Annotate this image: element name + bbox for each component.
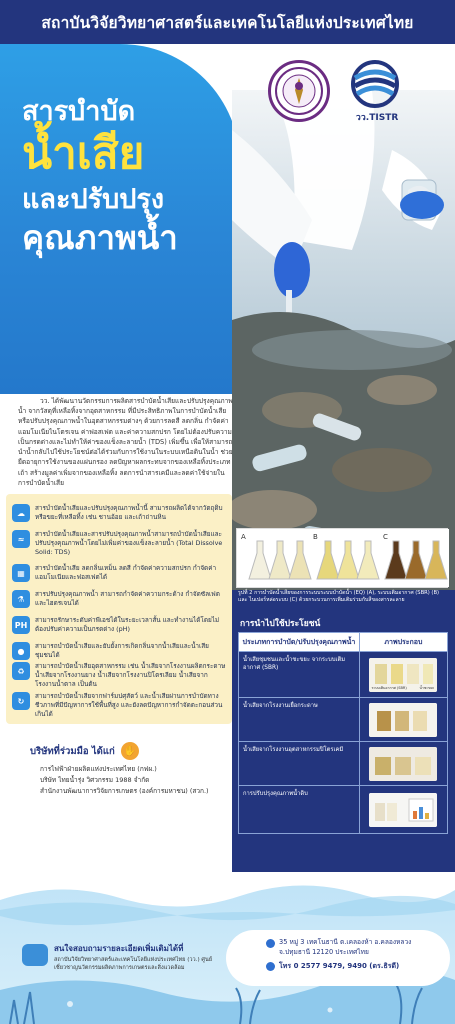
phone-line <box>266 961 438 972</box>
cloud-icon: ☁ <box>12 504 30 522</box>
flasks-image <box>237 529 449 587</box>
figure-label-a: A <box>241 533 246 541</box>
ph-icon: PH <box>12 616 30 634</box>
table-col-image: ภาพประกอบ <box>384 637 423 646</box>
drop-icon: ● <box>12 642 30 660</box>
table-row <box>239 785 447 833</box>
benefit-text: สามารถรักษาระดับค่าพีเอชได้ในระยะเวลาสั้น และทำงานได้โดยไม่ต้องปรับค่าความเป็นกรดด่าง (pH) <box>35 616 220 633</box>
benefit-text: สามารถบำบัดน้ำเสียอุตสาหกรรม เช่น น้ำเสียจากโรงงานผลิตกระดาษ น้ำเสียจากโรงงานยาง น้ำเสียจากโรงงานปิโตรเลียม น้ำเสียจากโรงงานน้ำตาล เป็นต้น <box>35 662 226 688</box>
benefit-item-4 <box>12 590 226 608</box>
contact-info-left <box>22 942 222 973</box>
thumb-caption-1: ระบบเติมอากาศ (SBR) <box>371 685 407 690</box>
partners-title: บริษัทที่ร่วมมือ ได้แก่ <box>30 745 115 757</box>
partners-list <box>30 764 230 797</box>
intro-paragraph: วว. ได้พัฒนานวัตกรรมการผลิตสารบำบัดน้ำเสียและปรับปรุงคุณภาพน้ำ จากวัสดุที่เหลือทิ้งจากอุตสาหกรรม ที่มีประสิทธิภาพในการบำบัดน้ำเสียหรือปรับปรุงคุณภาพน้ำในอุตสาหกรรมต่างๆ ด้วยการลดสี ลดกลิ่น กำจัดค่าแอมโมเนียไนโตรเจน ค่าฟอสเฟต และค่าความสกปรก โดยไม่ต้องปรับความเป็นกรดด่างและไม่ทำให้ค่าของแข็งละลายน้ำ (TDS) เพิ่มขึ้น เพื่อให้สามารถนำน้ำกลับไปใช้ประโยชน์ต่อได้ร่วมกับการใช้งานในระบบเหนือดินในน้ำ ช่วยยืดอายุการใช้งานของแผ่นกรอง ลดปัญหาผลกระทบจากของเหลือทิ้งประเภทเถ้า สร้างมูลค่าเพิ่มจากของเหลือทิ้ง ลดการนำสารเคมีและลดค่าใช้จ่ายในการบำบัดน้ำเสีย <box>18 397 233 487</box>
recycle-icon: ♻ <box>12 662 30 680</box>
address-text: 35 หมู่ 3 เทคโนธานี ต.เคลองห้า อ.คลองหลวง จ.ปทุมธานี 12120 ประเทศไทย <box>279 938 412 956</box>
thumb-caption-2: น้ำชะขยะ <box>419 685 435 690</box>
table-row <box>239 651 447 697</box>
table-row <box>239 741 447 785</box>
usage-table <box>238 632 448 834</box>
table-cell-image <box>360 742 447 785</box>
hero-title <box>22 96 178 257</box>
table-cell-type: น้ำเสียจากโรงงานอุตสาหกรรมปิโตรเคมี <box>239 742 360 785</box>
lab-bottles-figure <box>236 528 448 588</box>
sbr-photo <box>369 658 437 692</box>
benefit-item-2 <box>12 530 226 557</box>
hero-blue-panel <box>0 44 240 394</box>
table-cell-image <box>360 698 447 741</box>
table-cell-image <box>360 652 447 697</box>
location-pin-icon <box>266 939 275 948</box>
tistr-seal-logo <box>268 60 330 122</box>
table-cell-type: น้ำเสียจากโรงงานเยื่อกระดาษ <box>239 698 360 741</box>
figure-caption: รูปที่ 2 การบำบัดน้ำเสียของการระบบระบบบำบัดน้ำ (EQ) (A), ระบบเติมอากาศ (SBR) (B) และ ไนเปอร์หล่อระบบ (C) ด้วยกระบวนการเพิ่มเติมร่วมกับสีของสารละลาย <box>238 590 440 604</box>
benefits-box <box>6 494 232 724</box>
water-icon: ≈ <box>12 530 30 548</box>
table-row <box>239 697 447 741</box>
benefit-text: สารปรับปรุงคุณภาพน้ำ สามารถกำจัดค่าความกระด้าง กำจัดซัลเฟต และไฮดรเจนได้ <box>35 590 220 607</box>
phone-text: โทร 0 2577 9479, 9490 (ดร.ธิรดี) <box>279 961 400 970</box>
benefit-item-3 <box>12 564 226 582</box>
partners-section <box>30 742 230 797</box>
paper-mill-photo <box>369 703 437 737</box>
petrochemical-photo <box>369 747 437 781</box>
partner-item: บริษัท ไทยน้ำรุ่ง วิศวกรรม 1988 จำกัด <box>40 776 150 785</box>
chat-bubble-icon <box>22 944 48 966</box>
table-cell-type: การปรับปรุงคุณภาพน้ำดิบ <box>239 786 360 833</box>
handshake-icon: ✋ <box>121 742 139 760</box>
usage-table-title: การนำไปใช้ประโยชน์ <box>240 619 321 629</box>
partner-item: การไฟฟ้าฝ่ายผลิตแห่งประเทศไทย (กฟผ.) <box>40 765 157 773</box>
address-pill <box>226 930 450 986</box>
figure-label-c: C <box>383 533 388 541</box>
contact-org: สถาบันวิจัยวิทยาศาสตร์และเทคโนโลยีแห่งประเทศไทย (วว.) ศูนย์เชี่ยวชาญนวัตกรรมผลิตภาพการเกษตรและสิ่งแวดล้อม <box>54 957 213 971</box>
hero-line-1: สารบำบัด <box>22 96 136 127</box>
factory-icon: ▦ <box>12 564 30 582</box>
raw-water-photo <box>369 793 437 827</box>
benefit-item-8 <box>12 692 226 719</box>
tistr-wordmark: วว.TISTR <box>355 113 399 123</box>
benefit-text: สารบำบัดน้ำเสีย ลดกลิ่นเหม็น ลดสี กำจัดค่าความสกปรก กำจัดค่าแอมโมเนียและฟอสเฟตได้ <box>35 564 217 581</box>
table-cell-type: น้ำเสียชุมชนและน้ำชะขยะ จากระบบเติมอากาศ (SBR) <box>239 652 360 697</box>
page-header-title: สถาบันวิจัยวิทยาศาสตร์และเทคโนโลยีแห่งประเทศไทย <box>41 13 414 32</box>
hero-line-3: และปรับปรุง <box>22 183 165 215</box>
benefit-text: สารบำบัดน้ำเสียและสารปรับปรุงคุณภาพน้ำสามารถบำบัดน้ำเสียและปรับปรุงคุณภาพน้ำโดยไม่เพิ่มค่าของแข็งละลายน้ำ (Total Dissolve Solid: TDS) <box>35 530 223 556</box>
tistr-logo <box>340 56 410 126</box>
partner-item: สำนักงานพัฒนาการวิจัยการเกษตร (องค์การมหาชน) (สวก.) <box>40 787 209 796</box>
partners-heading <box>30 742 230 760</box>
header-bar <box>0 0 455 44</box>
table-col-type: ประเภทการบำบัด/ปรับปรุงคุณภาพน้ำ <box>239 633 360 651</box>
table-cell-image <box>360 786 447 833</box>
contact-heading: สนใจสอบถามรายละเอียดเพิ่มเติมได้ที่ <box>54 944 184 953</box>
water-testing-photo <box>232 90 455 590</box>
hero-line-2: น้ำเสีย <box>22 128 145 180</box>
cycle-icon: ↻ <box>12 692 30 710</box>
benefit-text: สามารถบำบัดน้ำเสียจากฟาร์มปศุสัตว์ และน้ำเสียผ่านการบำบัดทางชีวภาพที่มีปัญหาการใช้พื้นที่สูง และยังลดปัญหาการกำจัดตะกอนส่วนเกินได้ <box>35 692 223 718</box>
benefit-item-6 <box>12 642 226 660</box>
benefit-item-7 <box>12 662 226 689</box>
phone-icon <box>266 962 275 971</box>
address-line <box>266 938 438 958</box>
table-header <box>239 633 447 651</box>
benefit-item-1 <box>12 504 226 522</box>
benefit-text: สามารถบำบัดน้ำเสียและยับยั้งการเกิดกลิ่นจากน้ำเสียและน้ำเสียชุมชนได้ <box>35 642 209 659</box>
benefit-text: สารบำบัดน้ำเสียและปรับปรุงคุณภาพน้ำนี้ สามารถผลิตได้จากวัตถุดิบหรือขยะที่เหลือทิ้ง เช่น ชานอ้อย และเถ้าถ่านหิน <box>35 504 223 521</box>
flask-icon: ⚗ <box>12 590 30 608</box>
figure-label-b: B <box>313 533 318 541</box>
hero-line-4: คุณภาพน้ำ <box>22 217 178 257</box>
hero-photo <box>232 90 455 590</box>
benefit-item-5 <box>12 616 226 634</box>
